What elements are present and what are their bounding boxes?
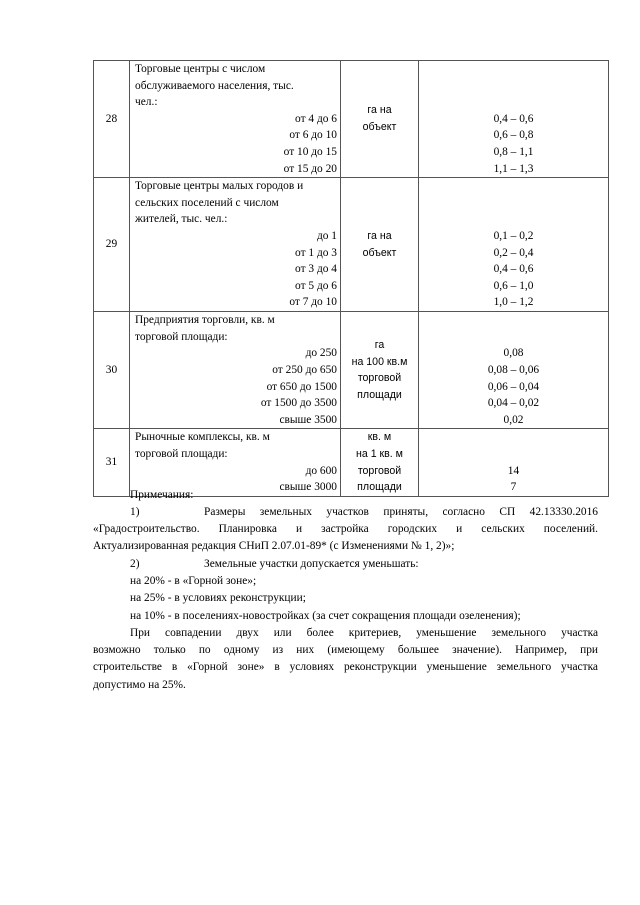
unit-line: торговой	[357, 372, 402, 385]
row-value: 1,1 – 1,3	[493, 162, 534, 175]
note-1-number: 1)	[130, 506, 140, 518]
row-subitem: от 10 до 15	[283, 145, 337, 158]
unit-line: га	[374, 339, 385, 352]
table-row	[94, 312, 609, 429]
row-value: 7	[510, 481, 517, 494]
row-subitem: от 4 до 6	[295, 112, 337, 125]
row-values	[419, 312, 609, 429]
row-subitem: от 7 до 10	[289, 296, 337, 309]
row-value: 0,6 – 0,8	[493, 129, 534, 142]
row-subitem: от 5 до 6	[295, 279, 337, 292]
row-subitem: до 1	[316, 229, 337, 242]
table-row	[94, 61, 609, 178]
row-unit	[341, 61, 419, 178]
unit-line: на 1 кв. м	[356, 447, 403, 460]
paragraph-line: допустимо на 25%.	[93, 678, 186, 691]
row-value: 0,08 – 0,06	[487, 363, 540, 376]
unit-line: торговой	[357, 464, 402, 477]
table-row	[94, 178, 609, 312]
row-value: 14	[507, 464, 520, 477]
note-2	[93, 556, 598, 625]
note-paragraph	[93, 625, 598, 694]
row-values	[419, 178, 609, 312]
row-value: 0,1 – 0,2	[493, 229, 534, 242]
row-heading-line: Предприятия торговли, кв. м	[135, 314, 275, 327]
row-value: 0,04 – 0,02	[487, 397, 540, 410]
row-subitem: до 250	[305, 347, 337, 360]
row-number: 28	[94, 61, 130, 178]
row-subitem: от 3 до 4	[295, 263, 337, 276]
paragraph-line: строительстве в «Горной зоне» в условиях реконструкции уменьшение земельного участка	[93, 661, 598, 674]
row-subitem: от 1500 до 3500	[260, 397, 337, 410]
row-heading-line: жителей, тыс. чел.:	[135, 213, 228, 226]
unit-line: на 100 кв.м	[351, 355, 408, 368]
note-2-number: 2)	[130, 558, 140, 570]
row-heading-line: Торговые центры с числом	[135, 63, 266, 75]
row-value: 0,4 – 0,6	[493, 112, 534, 125]
paragraph-line: возможно только по одному из них (имеющему большее значение). Например, при	[93, 644, 598, 657]
unit-line: объект	[362, 246, 397, 259]
row-subitem: от 6 до 10	[289, 129, 337, 142]
row-subitem: от 1 до 3	[295, 246, 337, 259]
row-unit	[341, 178, 419, 312]
unit-line: кв. м	[367, 431, 392, 444]
row-number: 30	[94, 312, 130, 429]
unit-line: га на	[367, 230, 392, 243]
note-1-line-2: «Градостроительство. Планировка и застройка городских и сельских поселений.	[93, 523, 598, 536]
note-1	[93, 504, 598, 556]
unit-line: га на	[367, 104, 392, 117]
note-2-text: Земельные участки допускается уменьшать:	[204, 558, 419, 570]
row-unit	[341, 312, 419, 429]
row-heading-line: торговой площади:	[135, 330, 228, 343]
row-subitem: до 600	[305, 464, 337, 477]
row-heading-line: обслуживаемого населения, тыс.	[135, 79, 294, 92]
row-subitem: свыше 3500	[279, 413, 337, 426]
land-norms-table	[93, 60, 609, 497]
unit-line: площади	[357, 481, 402, 494]
row-subitem: от 650 до 1500	[266, 380, 337, 393]
row-values	[419, 61, 609, 178]
row-subitem: от 250 до 650	[272, 363, 337, 376]
row-heading-line: сельских поселений с числом	[135, 196, 279, 209]
paragraph-line: При совпадении двух или более критериев, уменьшение земельного участка	[130, 627, 598, 639]
row-subitem: свыше 3000	[279, 481, 337, 494]
row-heading-line: Торговые центры малых городов и	[135, 180, 304, 193]
row-heading-line: Рыночные комплексы, кв. м	[135, 431, 270, 444]
row-number: 31	[94, 429, 130, 496]
unit-line: объект	[362, 121, 397, 134]
row-value: 0,8 – 1,1	[493, 145, 534, 158]
row-value: 0,08	[503, 347, 524, 360]
row-value: 0,6 – 1,0	[493, 279, 534, 292]
row-subitem: от 15 до 20	[283, 162, 337, 175]
row-value: 0,06 – 0,04	[487, 380, 540, 393]
unit-line: площади	[357, 388, 402, 401]
row-description	[130, 312, 341, 429]
row-description	[130, 61, 341, 178]
row-value: 1,0 – 1,2	[493, 296, 534, 309]
row-value: 0,4 – 0,6	[493, 263, 534, 276]
note-2-item: на 10% - в поселениях-новостройках (за счет сокращения площади озеленения);	[130, 609, 521, 622]
row-description	[130, 178, 341, 312]
row-heading-line: чел.:	[135, 96, 158, 109]
row-value: 0,02	[503, 413, 524, 426]
note-2-item: на 25% - в условиях реконструкции;	[130, 592, 306, 605]
note-2-item: на 20% - в «Горной зоне»;	[130, 575, 257, 588]
row-heading-line: торговой площади:	[135, 447, 228, 460]
note-1-line-3: Актуализированная редакция СНиП 2.07.01-89* (с Изменениями № 1, 2)»;	[93, 540, 455, 553]
row-number: 29	[94, 178, 130, 312]
notes-title: Примечания:	[130, 489, 194, 501]
row-value: 0,2 – 0,4	[493, 246, 534, 259]
note-1-line-1: Размеры земельных участков приняты, согласно СП 42.13330.2016	[204, 506, 598, 518]
